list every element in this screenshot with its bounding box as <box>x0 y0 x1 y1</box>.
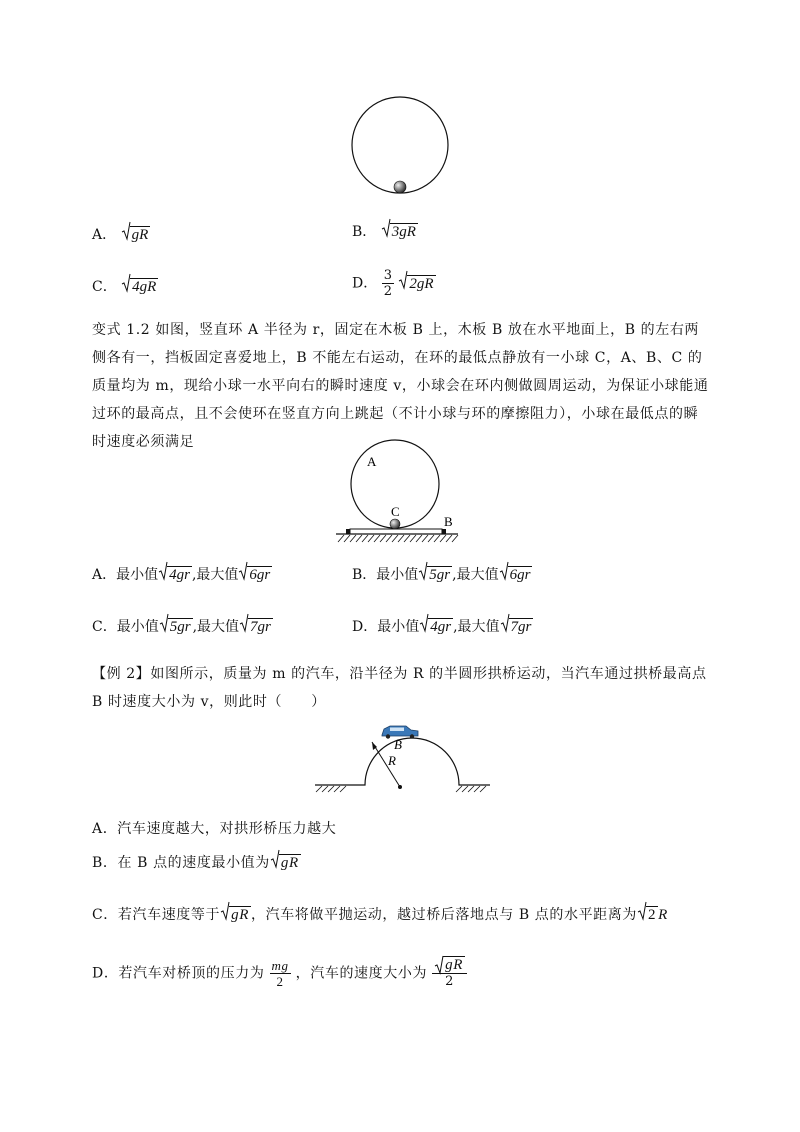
sqrt-expression: 7gr <box>239 616 273 638</box>
q2-option-d[interactable]: D．最小值 4gr ,最大值 7gr <box>352 616 533 638</box>
label-b-top: B <box>394 737 402 752</box>
sqrt-expression: 6gr <box>499 564 533 586</box>
sqrt-expression: 2 <box>637 904 658 926</box>
sqrt-expression: gR <box>220 904 251 926</box>
sqrt-expression: 4gR <box>121 276 158 298</box>
label-b: B <box>444 514 453 529</box>
sqrt-expression: 7gr <box>500 616 534 638</box>
sqrt-expression: gR <box>434 958 465 973</box>
fraction: $\frac{3}{2}$ <box>383 268 392 299</box>
q1-option-b[interactable]: B． 3gR <box>352 221 418 243</box>
q1-option-c[interactable]: C． 4gR <box>92 276 158 298</box>
sqrt-expression: 3gR <box>381 221 418 243</box>
sqrt-expression: 2gR <box>398 273 435 295</box>
q1-option-a[interactable]: A． gR <box>92 224 150 246</box>
fraction: $\frac{gR}{2}$ <box>432 958 467 989</box>
label-c: C <box>391 504 400 519</box>
q3-option-c[interactable]: C．若汽车速度等于 gR ，汽车将做平抛运动，越过桥后落地点与 B 点的水平距离为 2 R <box>92 904 668 926</box>
q2-option-c[interactable]: C．最小值 5gr ,最大值 7gr <box>92 616 273 638</box>
label-r: R <box>388 753 396 768</box>
arch-bridge-figure <box>310 715 495 800</box>
ball-icon <box>394 181 406 193</box>
q3-option-d[interactable]: D．若汽车对桥顶的压力为 $\frac{mg}{2}$ ，汽车的速度大小为 $\frac{gR}{2}$ <box>92 958 467 989</box>
q3-question-text: 【例 2】如图所示，质量为 m 的汽车，沿半径为 R 的半圆形拱桥运动，当汽车通过拱桥最高点 B 时速度大小为 v，则此时（ ） <box>92 666 707 710</box>
right-stopper <box>442 529 446 534</box>
q3-option-a[interactable]: A．汽车速度越大，对拱形桥压力越大 <box>92 821 337 837</box>
left-stopper <box>346 529 350 534</box>
sqrt-expression: 5gr <box>159 616 193 638</box>
ring-board-figure <box>330 438 470 550</box>
sqrt-expression: gR <box>121 224 151 246</box>
q3-option-b[interactable]: B．在 B 点的速度最小值为 gR <box>92 852 301 874</box>
sqrt-expression: 4gr <box>158 564 192 586</box>
board <box>350 529 442 534</box>
sqrt-expression: 4gr <box>419 616 453 638</box>
fraction: $\frac{mg}{2}$ <box>271 958 289 989</box>
ring-figure-1 <box>350 95 450 200</box>
q1-option-d[interactable]: D． $\frac{3}{2}$ 2gR <box>352 268 434 299</box>
sqrt-expression: 6gr <box>238 564 272 586</box>
label-a: A <box>367 454 377 469</box>
q2-question-text: 变式 1.2 如图，竖直环 A 半径为 r，固定在木板 B 上，木板 B 放在水平地面上，B 的左右两侧各有一，挡板固定喜爱地上，B 不能左右运动，在环的最低点静放有一小球 C，A、B、C 的质量均为 m，现给小球一水平向右的瞬时速度 v，小球会在环内侧做圆周运动，为保证小球能通过环的最高点，且不会使环在竖直方向上跳起（不计小球与环的摩擦阻力），小球在最低点的瞬时速度必须满足 <box>92 322 709 450</box>
q2-option-b[interactable]: B．最小值 5gr ,最大值 6gr <box>352 564 532 586</box>
sqrt-expression: 5gr <box>418 564 452 586</box>
sqrt-expression: gR <box>270 852 301 874</box>
ball-icon <box>390 519 400 529</box>
q2-option-a[interactable]: A．最小值 4gr ,最大值 6gr <box>92 564 272 586</box>
